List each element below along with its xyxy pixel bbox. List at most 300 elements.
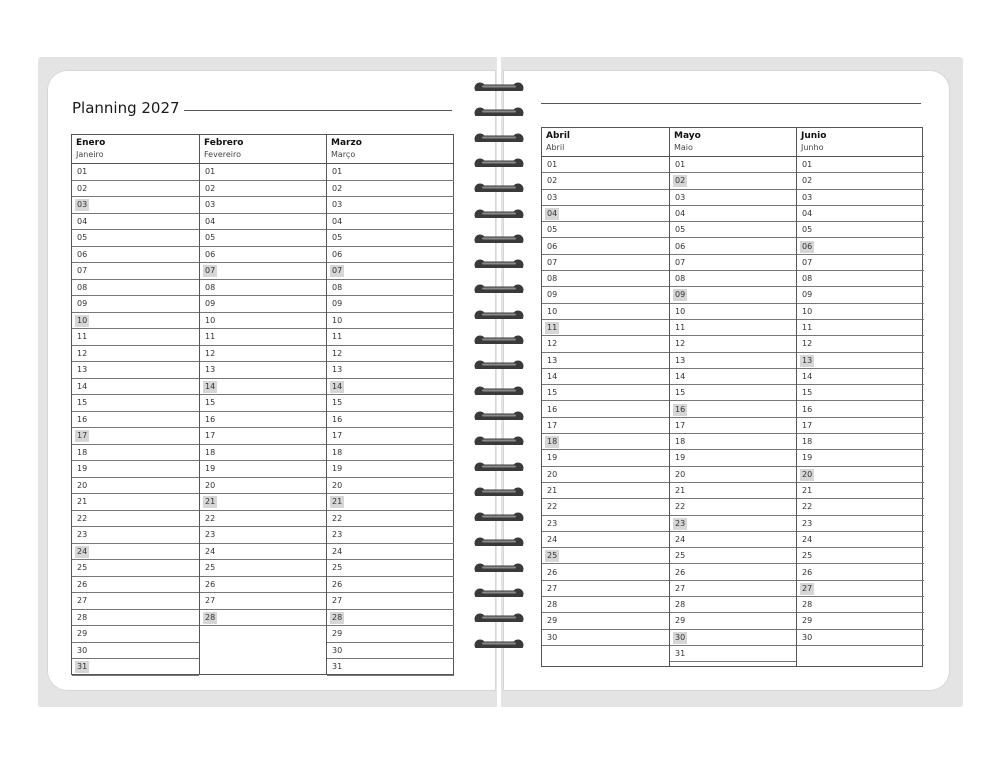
day-number: 22 (77, 513, 88, 523)
day-number: 19 (802, 453, 813, 463)
day-number: 24 (802, 534, 813, 544)
day-row (200, 313, 327, 330)
day-number: 27 (802, 583, 813, 593)
day-row (72, 280, 199, 297)
day-number: 01 (675, 160, 686, 169)
day-number: 30 (675, 632, 686, 642)
day-number: 25 (205, 563, 216, 572)
day-row (72, 230, 199, 247)
day-number: 14 (802, 371, 813, 381)
day-row (670, 597, 797, 613)
day-number: 06 (547, 241, 558, 251)
day-number: 25 (675, 551, 686, 561)
day-number: 26 (332, 579, 343, 589)
day-number: 19 (675, 453, 686, 463)
day-number: 09 (802, 290, 813, 300)
day-number: 01 (332, 167, 343, 176)
day-row (72, 164, 199, 181)
day-row (72, 461, 199, 478)
day-row (200, 412, 327, 429)
day-number: 27 (77, 596, 88, 605)
day-row (72, 197, 199, 214)
day-row (670, 385, 797, 401)
day-number: 25 (802, 551, 813, 561)
day-number: 24 (675, 534, 686, 544)
day-row (542, 239, 669, 255)
day-row (200, 362, 327, 379)
day-row (797, 190, 924, 206)
day-number: 26 (675, 567, 686, 577)
day-number: 14 (547, 371, 558, 381)
day-number: 30 (77, 645, 88, 655)
day-number: 24 (205, 546, 216, 556)
day-row (670, 483, 797, 499)
day-row (542, 206, 669, 222)
day-row (327, 593, 454, 610)
day-number: 28 (675, 600, 686, 610)
day-number: 18 (77, 447, 88, 457)
month-header (200, 135, 327, 164)
day-row (670, 320, 797, 336)
day-number: 22 (675, 502, 686, 512)
day-row (797, 630, 924, 646)
day-number: 15 (332, 398, 343, 407)
day-row (200, 494, 327, 511)
day-number: 28 (802, 600, 813, 610)
binding-ring-icon (473, 410, 525, 420)
day-row (797, 157, 924, 173)
day-number: 07 (332, 266, 343, 275)
day-number: 29 (675, 616, 686, 626)
day-row (670, 467, 797, 483)
day-row (72, 544, 199, 561)
day-number: 11 (77, 332, 88, 341)
day-row (200, 428, 327, 445)
day-row (327, 164, 454, 181)
day-row (200, 577, 327, 594)
day-number: 26 (547, 567, 558, 577)
day-row (670, 255, 797, 271)
day-row (542, 467, 669, 483)
day-number: 18 (205, 447, 216, 457)
day-number: 17 (802, 420, 813, 430)
day-number: 30 (547, 632, 558, 642)
day-number: 08 (802, 274, 813, 284)
day-row (200, 395, 327, 412)
day-row (72, 412, 199, 429)
day-number: 21 (547, 486, 558, 495)
day-number: 13 (205, 365, 216, 374)
day-number: 28 (332, 612, 343, 622)
day-row (542, 255, 669, 271)
day-row (327, 428, 454, 445)
day-row (72, 610, 199, 627)
day-row (327, 494, 454, 511)
day-number: 22 (332, 513, 343, 523)
day-number: 29 (802, 616, 813, 626)
day-row (670, 304, 797, 320)
day-row (670, 565, 797, 581)
day-number: 22 (547, 502, 558, 512)
day-row (542, 336, 669, 352)
day-row (200, 280, 327, 297)
day-number: 23 (802, 518, 813, 528)
day-row (542, 434, 669, 450)
day-row (200, 164, 327, 181)
day-number: 22 (205, 513, 216, 523)
day-row (542, 483, 669, 499)
day-number: 11 (547, 323, 558, 332)
month-header (542, 128, 669, 157)
day-number: 11 (332, 332, 343, 341)
day-row (797, 548, 924, 564)
binding-ring-icon (473, 461, 525, 471)
day-number: 18 (675, 437, 686, 447)
day-number: 24 (332, 546, 343, 556)
day-row (72, 329, 199, 346)
day-row (797, 369, 924, 385)
day-number: 04 (205, 216, 216, 226)
binding-ring-icon (473, 81, 525, 91)
day-row (327, 412, 454, 429)
day-row (200, 461, 327, 478)
day-number: 05 (77, 233, 88, 242)
day-row (797, 613, 924, 629)
day-number: 14 (77, 381, 88, 391)
day-row (72, 478, 199, 495)
day-row (797, 483, 924, 499)
day-row (327, 296, 454, 313)
day-row (327, 181, 454, 198)
day-number: 13 (547, 355, 558, 365)
day-number: 03 (205, 200, 216, 209)
day-number: 03 (77, 200, 88, 209)
day-row (542, 369, 669, 385)
day-row (327, 263, 454, 280)
day-number: 01 (205, 167, 216, 176)
day-number: 23 (205, 530, 216, 539)
day-row (542, 630, 669, 646)
day-row (327, 362, 454, 379)
day-number: 17 (77, 431, 88, 440)
day-number: 05 (332, 233, 343, 242)
day-row (200, 181, 327, 198)
day-row (797, 418, 924, 434)
day-row (200, 263, 327, 280)
day-number: 08 (205, 282, 216, 292)
day-row (670, 516, 797, 532)
day-number: 18 (802, 437, 813, 447)
day-number: 15 (675, 388, 686, 398)
day-row (72, 181, 199, 198)
day-number: 08 (77, 282, 88, 292)
day-number: 05 (205, 233, 216, 242)
day-row (327, 626, 454, 643)
day-row (797, 287, 924, 303)
day-number: 01 (802, 160, 813, 169)
month-name-alt: Abril (546, 143, 565, 152)
title-rule-left (184, 110, 452, 111)
day-number: 02 (547, 176, 558, 186)
day-number: 26 (77, 579, 88, 589)
day-number: 07 (675, 257, 686, 267)
day-row (200, 478, 327, 495)
day-number: 13 (77, 365, 88, 374)
day-number: 24 (77, 546, 88, 556)
day-row (670, 581, 797, 597)
day-number: 20 (547, 469, 558, 479)
day-number: 10 (547, 306, 558, 316)
day-row (797, 450, 924, 466)
day-number: 15 (77, 398, 88, 407)
binding-ring-icon (473, 612, 525, 622)
day-number: 21 (205, 497, 216, 506)
day-number: 28 (205, 612, 216, 622)
day-number: 31 (332, 662, 343, 671)
day-row (797, 581, 924, 597)
day-number: 30 (802, 632, 813, 642)
day-number: 12 (205, 348, 216, 358)
day-number: 28 (547, 600, 558, 610)
day-row (327, 329, 454, 346)
day-row (327, 577, 454, 594)
day-row (72, 395, 199, 412)
day-row (542, 271, 669, 287)
binding-ring-icon (473, 157, 525, 167)
day-row (327, 445, 454, 462)
day-row (542, 548, 669, 564)
binding-ring-icon (473, 233, 525, 243)
day-number: 18 (332, 447, 343, 457)
day-number: 02 (205, 183, 216, 193)
day-row (72, 428, 199, 445)
day-row (200, 346, 327, 363)
day-number: 27 (675, 583, 686, 593)
day-number: 18 (547, 437, 558, 447)
day-row (327, 527, 454, 544)
day-number: 27 (332, 596, 343, 605)
day-row (670, 613, 797, 629)
day-row (797, 353, 924, 369)
day-number: 09 (332, 299, 343, 308)
day-number: 10 (675, 306, 686, 316)
binding-ring-icon (473, 334, 525, 344)
binding-ring-icon (473, 511, 525, 521)
day-row (542, 565, 669, 581)
month-column-enero (72, 135, 199, 674)
day-number: 07 (802, 257, 813, 267)
day-row (797, 304, 924, 320)
day-number: 14 (205, 381, 216, 391)
day-row (327, 346, 454, 363)
day-number: 06 (802, 241, 813, 251)
day-row (72, 247, 199, 264)
day-number: 03 (675, 192, 686, 202)
day-number: 15 (547, 388, 558, 398)
day-number: 17 (547, 420, 558, 430)
day-number: 14 (332, 381, 343, 391)
day-row (72, 313, 199, 330)
day-number: 12 (675, 339, 686, 349)
day-number: 25 (547, 551, 558, 561)
day-row (200, 445, 327, 462)
day-row (670, 418, 797, 434)
day-number: 16 (547, 404, 558, 414)
day-row (72, 379, 199, 396)
day-number: 20 (802, 469, 813, 479)
day-number: 21 (802, 486, 813, 495)
day-row (200, 544, 327, 561)
day-row (542, 597, 669, 613)
day-row (327, 230, 454, 247)
day-number: 07 (205, 266, 216, 275)
day-row (542, 304, 669, 320)
day-row (797, 499, 924, 515)
day-number: 09 (675, 290, 686, 300)
day-number: 10 (802, 306, 813, 316)
day-number: 20 (77, 480, 88, 490)
day-row (797, 173, 924, 189)
day-number: 23 (332, 530, 343, 539)
day-number: 02 (77, 183, 88, 193)
day-number: 01 (547, 160, 558, 169)
day-number: 08 (547, 274, 558, 284)
day-number: 20 (205, 480, 216, 490)
day-row (200, 610, 327, 627)
day-row (670, 532, 797, 548)
day-number: 22 (802, 502, 813, 512)
day-number: 06 (205, 249, 216, 259)
day-row (670, 434, 797, 450)
day-row (327, 247, 454, 264)
day-number: 17 (205, 431, 216, 440)
day-row (542, 385, 669, 401)
binding-ring-icon (473, 536, 525, 546)
day-number: 23 (675, 518, 686, 528)
day-number: 17 (675, 420, 686, 430)
day-row (542, 532, 669, 548)
day-row (670, 271, 797, 287)
day-row (797, 385, 924, 401)
day-number: 19 (77, 464, 88, 473)
month-column-abril (542, 128, 669, 666)
day-number: 19 (332, 464, 343, 473)
day-row (670, 336, 797, 352)
day-number: 09 (205, 299, 216, 308)
day-row (797, 467, 924, 483)
day-row (72, 511, 199, 528)
day-row (327, 197, 454, 214)
day-number: 21 (77, 497, 88, 506)
day-number: 16 (77, 414, 88, 424)
day-number: 31 (675, 649, 686, 658)
binding-ring-icon (473, 385, 525, 395)
day-row (797, 222, 924, 238)
day-number: 06 (332, 249, 343, 259)
day-number: 17 (332, 431, 343, 440)
day-row (327, 643, 454, 660)
day-number: 12 (802, 339, 813, 349)
day-number: 12 (332, 348, 343, 358)
day-row (327, 461, 454, 478)
day-number: 29 (77, 629, 88, 638)
day-number: 27 (547, 583, 558, 593)
day-row (797, 402, 924, 418)
day-row (670, 173, 797, 189)
day-row (670, 450, 797, 466)
day-number: 25 (332, 563, 343, 572)
day-row (327, 544, 454, 561)
binding-ring-icon (473, 208, 525, 218)
day-number: 02 (802, 176, 813, 186)
calendar-right (541, 127, 923, 667)
day-number: 12 (547, 339, 558, 349)
binding-ring-icon (473, 359, 525, 369)
binding-ring-icon (473, 258, 525, 268)
day-number: 15 (205, 398, 216, 407)
day-number: 21 (332, 497, 343, 506)
day-row (670, 646, 797, 662)
title-rule-right (541, 103, 921, 104)
day-number: 04 (547, 208, 558, 218)
day-row (327, 511, 454, 528)
day-number: 19 (205, 464, 216, 473)
day-number: 04 (802, 208, 813, 218)
day-row (542, 353, 669, 369)
day-number: 11 (675, 323, 686, 332)
day-row (542, 222, 669, 238)
month-name: Mayo (674, 131, 701, 141)
day-number: 10 (332, 315, 343, 325)
binding-ring-icon (473, 309, 525, 319)
day-number: 15 (802, 388, 813, 398)
calendar-left (71, 134, 454, 675)
binding-ring-icon (473, 587, 525, 597)
day-number: 16 (332, 414, 343, 424)
month-header (670, 128, 797, 157)
day-number: 26 (802, 567, 813, 577)
day-row (72, 577, 199, 594)
day-row (542, 450, 669, 466)
day-number: 13 (675, 355, 686, 365)
day-row (327, 610, 454, 627)
month-name: Febrero (204, 138, 244, 148)
month-column-febrero (199, 135, 327, 674)
day-number: 14 (675, 371, 686, 381)
day-number: 11 (205, 332, 216, 341)
day-row (72, 527, 199, 544)
day-row (797, 320, 924, 336)
day-row (542, 402, 669, 418)
day-row (72, 560, 199, 577)
day-row (72, 643, 199, 660)
day-number: 11 (802, 323, 813, 332)
day-number: 16 (205, 414, 216, 424)
day-number: 05 (802, 225, 813, 235)
binding-ring-icon (473, 283, 525, 293)
day-number: 05 (547, 225, 558, 235)
day-number: 03 (802, 192, 813, 202)
day-number: 29 (332, 629, 343, 638)
day-number: 02 (675, 176, 686, 186)
day-row (200, 197, 327, 214)
day-row (200, 230, 327, 247)
month-header (797, 128, 924, 157)
day-row (72, 659, 199, 676)
month-name-alt: Fevereiro (204, 150, 242, 159)
day-number: 07 (77, 266, 88, 275)
day-number: 04 (332, 216, 343, 226)
